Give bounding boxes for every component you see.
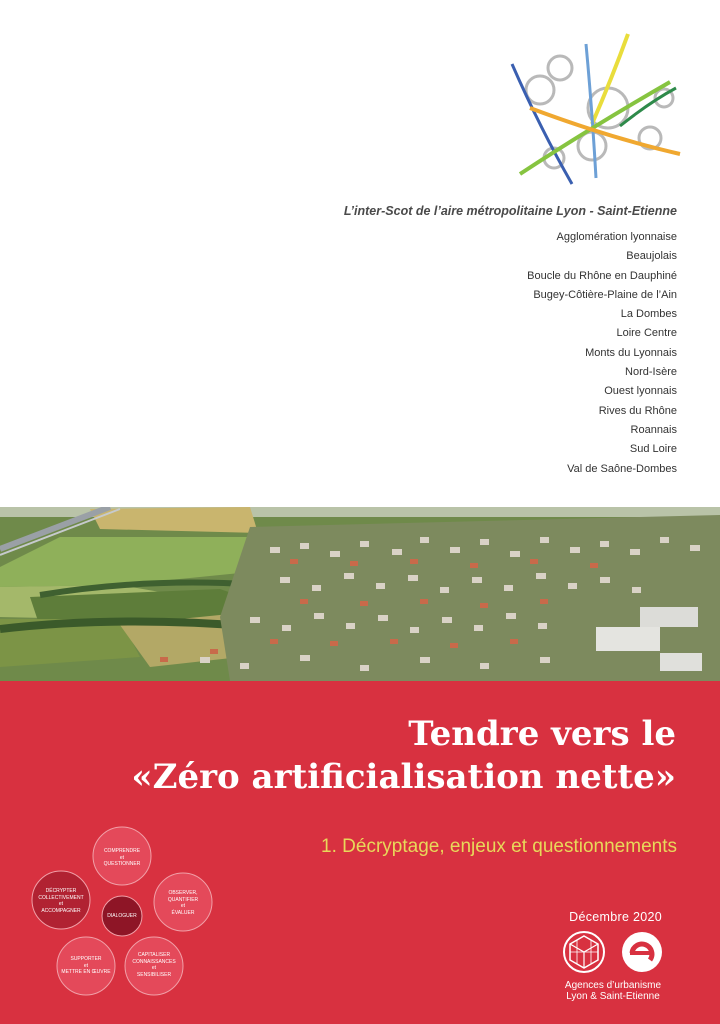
list-item: Boucle du Rhône en Dauphiné — [527, 269, 677, 282]
list-item: Rives du Rhône — [598, 404, 677, 417]
list-item: Ouest lyonnais — [604, 385, 677, 398]
publication-date: Décembre 2020 — [569, 910, 662, 924]
list-item: Sud Loire — [629, 443, 677, 456]
part-subtitle: 1. Décryptage, enjeux et questionnements — [321, 836, 677, 857]
petal-supporter: SUPPORTER et METTRE EN ŒUVRE — [61, 956, 111, 975]
petal-capitaliser: CAPITALISER CONNAISSANCES et SENSIBILISER — [132, 952, 176, 978]
agency-e-icon — [622, 932, 662, 972]
list-item: Monts du Lyonnais — [585, 346, 677, 359]
inter-scot-logo — [500, 28, 700, 198]
petal-comprendre: COMPRENDRE et QUESTIONNER — [103, 848, 141, 867]
list-item: Agglomération lyonnaise — [556, 231, 677, 243]
inter-scot-subtitle: L’inter-Scot de l’aire métropolitaine Lyon - Saint-Etienne — [343, 204, 677, 218]
agency-name-line-2: Lyon & Saint-Etienne — [566, 991, 660, 1002]
header-area — [0, 0, 720, 507]
agency-logo — [562, 930, 672, 974]
petal-observer: OBSERVER, QUANTIFIER et ÉVALUER — [167, 890, 199, 916]
aerial-photo-illustration — [0, 507, 720, 681]
aerial-photo — [0, 507, 720, 681]
title-line-1: Tendre vers le — [408, 714, 676, 754]
petal-decrypter: DÉCRYPTER COLLECTIVEMENT et ACCOMPAGNER — [38, 888, 84, 914]
list-item: Bugey-Côtière-Plaine de l’Ain — [533, 288, 677, 301]
list-item: La Dombes — [620, 308, 677, 321]
member-list — [527, 228, 677, 479]
agency-mark-icon — [564, 932, 604, 972]
document-title — [131, 713, 676, 799]
title-line-2: «Zéro artificialisation nette» — [131, 757, 676, 797]
list-item: Val de Saône-Dombes — [567, 462, 677, 475]
list-item: Roannais — [630, 423, 677, 436]
method-diagram — [22, 826, 222, 998]
list-item: Nord-Isère — [625, 366, 677, 379]
agency-name — [553, 980, 673, 1002]
list-item: Loire Centre — [616, 327, 677, 340]
list-item: Beaujolais — [626, 250, 677, 263]
agency-name-line-1: Agences d’urbanisme — [564, 980, 662, 991]
diagram-center: DIALOGUER — [107, 913, 137, 919]
